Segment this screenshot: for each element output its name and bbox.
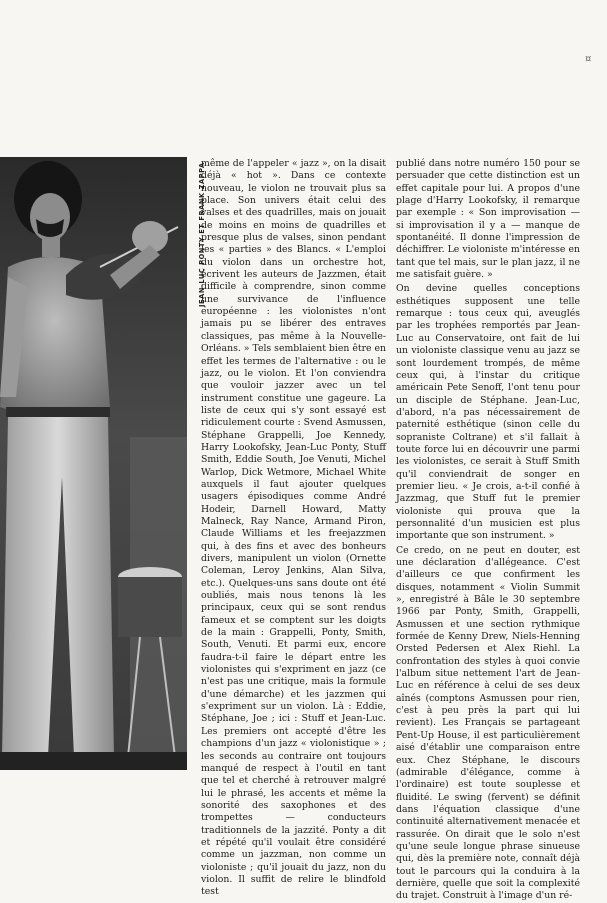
paragraph: publié dans notre numéro 150 pour se persuader que cette distinction est un effet capitale pour lui. A propos d'une plage d'Harry Lookofsky, il remarque par exemple : « Son improvisation — si improvisation il y a — manque de spontanéité. Il donne l'impression de déchiffrer. Le violoniste m'intéresse en tant que tel mais, sur le plan jazz, il ne me satisfait guère. »: [396, 158, 580, 281]
musician-photo: [0, 157, 187, 770]
article-column-1: [201, 158, 386, 898]
paragraph: même de l'appeler « jazz », on la disait déjà « hot ». Dans ce contexte nouveau, le violon ne trouvait plus sa place. Son univers était celui des valses et des quadrilles, mais on jouait de moins en moins de quadrilles et presque plus de valses, sinon pendant les « parties » des Blancs. « L'emploi du violon dans un orchestre hot, écrivent les auteurs de Jazzmen, était difficile à comprendre, sinon comme une survivance de l'influence européenne : les violonistes n'ont jamais pu se libérer des entraves classiques, pas même à la Nouvelle-Orléans. » Tels semblaient bien être en effet les termes de l'alternative : ou le jazz, ou le violon. Et l'on conviendra que vouloir jazzer avec un tel instrument constitue une gageure. La liste de ceux qui s'y sont essayé est ridiculement courte : Svend Asmussen, Stéphane Grappelli, Joe Kennedy, Harry Lookofsky, Jean-Luc Ponty, Stuff Smith, Eddie South, Joe Venuti, Michel Warlop, Dick Wetmore, Michael White auxquels il faut ajouter quelques usagers épisodiques comme André Hodeir, Darnell Howard, Matty Malneck, Ray Nance, Armand Piron, Claude Williams et les freejazzmen qui, à des fins et avec des bonheurs divers, manipulent un violon (Ornette Coleman, Leroy Jenkins, Alan Silva, etc.). Quelques-uns sans doute ont été oubliés, mais nous tenons là les principaux, ceux qui se sont rendus fameux et se comptent sur les doigts de la main : Grappelli, Ponty, Smith, South, Venuti. Et parmi eux, encore faudra-t-il faire le départ entre les violonistes qui s'expriment en jazz (ce n'est pas une critique, mais la formule d'une démarche) et les jazzmen qui s'expriment sur un violon. Là : Eddie, Stéphane, Joe ; ici : Stuff et Jean-Luc. Les premiers ont accepté d'être les champions d'un jazz « violonistique » ; les seconds au contraire ont toujours manqué de respect à l'outil en tant que tel et cherché à retrouver malgré lui le phrasé, les accents et même la sonorité des saxophones et des trompettes — conducteurs traditionnels de la jazzité. Ponty a dit et répété qu'il voulait être considéré comme un jazzman, non comme un violoniste ; qu'il jouait du jazz, non du violon. Il suffit de relire le blindfold test: [201, 158, 386, 898]
paragraph: On devine quelles conceptions esthétiques supposent une telle remarque : tous ceux qui, aveuglés par les trophées remportés par Jean-Luc au Conservatoire, ont fait de lui un violoniste classique venu au jazz se sont lourdement trompés, de même ceux qui, à l'instar du critique américain Pete Senoff, l'ont tenu pour un disciple de Stéphane. Jean-Luc, d'abord, n'a pas nécessairement de paternité esthétique (sinon celle du sopraniste Coltrane) et s'il fallait à toute force lui en découvrir une parmi les violonistes, ce serait à Stuff Smith qu'il conviendrait de songer en premier lieu. « Je crois, a-t-il confié à Jazzmag, que Stuff fut le premier violoniste qui prouva que la personnalité d'un musicien est plus importante que son instrument. »: [396, 283, 580, 542]
corner-mark: ¤: [585, 54, 592, 65]
photo-caption-text: JEAN-LUC PONTY ET FRANK ZAPPA: [198, 162, 206, 307]
paragraph: Ce credo, on ne peut en douter, est une déclaration d'allégeance. C'est d'ailleurs ce que confirment les disques, notamment « Violin Summit », enregistré à Bâle le 30 septembre 1966 par Ponty, Smith, Grappelli, Asmussen et une section rythmique formée de Kenny Drew, Niels-Henning Orsted Pedersen et Alex Riehl. La confrontation des styles à quoi convie l'album situe nettement l'art de Jean-Luc en référence à celui de ses deux aînés (comptons Asmussen pour rien, c'est à peu près la part qui lui revient). Les Français se partageant Pent-Up House, il est particulièrement aisé d'établir une comparaison entre eux. Chez Stéphane, le discours (admirable d'élégance, comme à l'ordinaire) est toute souplesse et fluidité. Le swing (fervent) se définit dans l'équation classique d'une continuité alternativement menacée et rassurée. On dirait que le solo n'est qu'une seule longue phrase sinueuse qui, dès la première note, connaît déjà tout le parcours qui la conduira à la dernière, quelle que soit la complexité du trajet. Construit à l'image d'un ré-: [396, 544, 580, 902]
article-column-2: [396, 158, 580, 902]
photo-caption: [188, 157, 206, 307]
